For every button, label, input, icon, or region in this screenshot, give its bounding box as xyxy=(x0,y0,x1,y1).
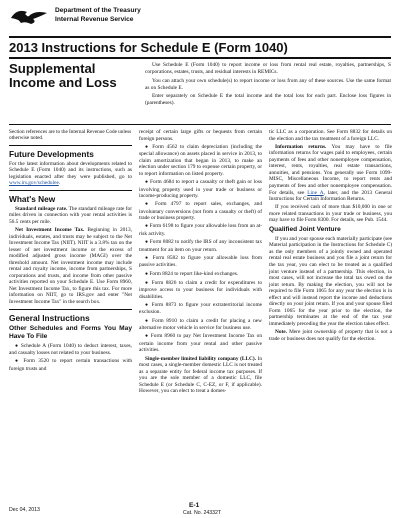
bullet-icon: ● xyxy=(145,318,150,324)
header-rule xyxy=(9,36,391,38)
form-8300-paragraph: If you received cash of more than $10,000 in one or more related transactions in your trade or business, you may have to file Form 8300. For details, see Pub. 1544. xyxy=(269,204,392,224)
title-rule xyxy=(9,57,391,59)
list-item: ● Form 8910 to claim a credit for placing a new alternative motor vehicle in service for business use. xyxy=(139,317,262,332)
page-number: E-1 xyxy=(189,502,200,509)
bullet-icon: ● xyxy=(145,144,150,150)
list-item: ● Form 3520 to report certain transactions with foreign trusts and xyxy=(9,358,132,372)
rule xyxy=(9,145,132,146)
rule xyxy=(9,190,132,191)
column-2 xyxy=(139,129,262,396)
intro-paragraph: Use Schedule E (Form 1040) to report income or loss from rental real estate, royalties, partnerships, S corporations, estates, trusts, and residual interests in REMICs. xyxy=(145,62,391,75)
page-header xyxy=(9,6,391,38)
page-title: 2013 Instructions for Schedule E (Form 1040) xyxy=(9,40,288,55)
page-footer xyxy=(9,504,391,516)
qjv-paragraph: If you and your spouse each materially participate (see Material participation in the Instructions for Schedule C) as the only members of a jointly owned and operated rental real estate business and you file a joint return for the tax year, you can elect to be treated as a qualified joint venture instead of a partnership. This election, in most cases, will not increase the total tax owed on the joint return. By making the election, you will not be required to file Form 1065 for any year the election is in effect and will instead report the income and deductions directly on your joint return. If you and your spouse filed Form 1065 for the year prior to the election, the partnership terminates at the end of the tax year immediately preceding the year the election takes effect. xyxy=(269,235,392,327)
section-references-note: Section references are to the Internal Revenue Code unless otherwise noted. xyxy=(9,129,132,142)
continued-text: tic LLC as a corporation. See Form 8832 for details on the election and the tax treatment of a foreign LLC. xyxy=(269,129,392,142)
list-item: ● Form 8824 to report like-kind exchanges. xyxy=(145,270,239,277)
rule xyxy=(9,309,132,310)
column-1 xyxy=(9,129,132,374)
future-developments-text: For the latest information about developments related to Schedule E (Form 1040) and its instructions, such as legislation enacted after they were published, go to www.irs.gov/schedulee. xyxy=(9,160,132,187)
information-returns-paragraph: Information returns. You may have to file information returns for wages paid to employees, certain payments of fees and other nonemployee compensation, interest, rents, royalties, real estate transactions, annuities, and pensions. You generally use Form 1099-MISC, Miscellaneous Income, to report rents and payments of fees and other nonemployee compensation. For details, see Line A, later, and the 2013 General Instructions for Certain Information Returns. xyxy=(269,143,392,203)
list-item: ● Schedule A (Form 1040) to deduct interest, taxes, and casualty losses not related to your business. xyxy=(9,342,132,357)
bullet-icon: ● xyxy=(145,224,149,230)
heading-other-schedules: Other Schedules and Forms You May Have To File xyxy=(9,324,132,340)
bullet-icon: ● xyxy=(145,302,150,308)
heading-general-instructions: General Instructions xyxy=(9,312,90,323)
bullet-icon: ● xyxy=(145,334,149,340)
intro-paragraph: Enter separately on Schedule E the total income and the total loss for each part. Enclose loss figures in (parentheses). xyxy=(145,93,391,106)
column-3 xyxy=(269,129,392,344)
heading-qualified-joint-venture: Qualified Joint Venture xyxy=(269,225,341,233)
heading-whats-new: What's New xyxy=(9,193,56,204)
list-item: ● Form 8582 to figure your allowable loss from passive activities. xyxy=(139,254,262,269)
niit-paragraph: Net Investment Income Tax. Beginning in 2013, individuals, estates, and trusts may be subject to the Net Investment Income Tax (NIIT). NIIT is a 3.8% tax on the lesser of net investment income or the excess of modified adjusted gross income (MAGI) over the threshold amount. Net investment income may include rental and royalty income, income from partnerships, S corporations and trusts, and income from other passive activities reported on your Schedule E. Use Form 8960, Net Investment Income Tax, to figure this tax. For more information on NIIT, go to IRS.gov and enter "Net Investment Income Tax" in the search box. xyxy=(9,227,133,306)
list-item: ● Form 8826 to claim a credit for expenditures to improve access to your business for individuals with disabilities. xyxy=(139,279,262,300)
intro-text xyxy=(145,62,391,107)
agency-service: Internal Revenue Service xyxy=(55,16,134,23)
bullet-icon: ● xyxy=(145,271,149,277)
note-paragraph: Note. Mere joint ownership of property that is not a trade or business does not qualify for the election. xyxy=(269,329,392,342)
footer-date: Dec 04, 2013 xyxy=(9,507,40,513)
bullet-icon: ● xyxy=(145,202,151,208)
bullet-icon: ● xyxy=(15,343,19,349)
list-item: ● Form 4797 to report sales, exchanges, and involuntary conversions (not from a casualty or theft) of trade or business property. xyxy=(139,201,262,222)
bullet-icon: ● xyxy=(145,240,149,246)
schedule-e-link[interactable]: www.irs.gov/schedulee xyxy=(9,180,59,187)
list-item: ● Form 8960 to pay Net Investment Income Tax on certain income from your rental and other passive activities. xyxy=(139,333,262,354)
heading-future-developments: Future Developments xyxy=(9,148,94,159)
list-item: ● Form 4684 to report a casualty or theft gain or loss involving property used in your trade or business or income-producing property. xyxy=(139,179,262,200)
list-item: ● Form 4562 to claim depreciation (including the special allowance) on assets placed in service in 2013, to claim amortization that began in 2013, to make an election under section 179 to expense certain property, or to report information on listed property. xyxy=(139,143,262,177)
list-item: ● Form 8082 to notify the IRS of any inconsistent tax treatment for an item on your return. xyxy=(139,239,262,253)
continued-text: receipt of certain large gifts or bequests from certain foreign persons. xyxy=(139,129,262,142)
agency-department: Department of the Treasury xyxy=(55,7,141,14)
intro-paragraph: You can attach your own schedule(s) to report income or loss from any of these sources. Use the same format as on Schedule E. xyxy=(145,77,391,91)
supplemental-heading: Supplemental Income and Loss xyxy=(9,61,117,90)
list-item: ● Form 8873 to figure your extraterritorial income exclusion. xyxy=(139,301,262,316)
llc-paragraph: Single-member limited liability company (LLC). In most cases, a single-member domestic LLC is not treated as a separate entity for federal income tax purposes. If you are the sole member of a domestic LLC, file Schedule E (or Schedule C, C-EZ, or F, if applicable). However, you can elect to treat a domes- xyxy=(139,355,262,395)
bullet-icon: ● xyxy=(145,255,150,261)
bullet-icon: ● xyxy=(145,280,150,286)
list-item: ● Form 6198 to figure your allowable loss from an at-risk activity. xyxy=(139,223,262,238)
section-rule xyxy=(9,124,391,125)
bullet-icon: ● xyxy=(145,180,149,186)
irs-eagle-logo-icon xyxy=(9,6,49,26)
bullet-icon: ● xyxy=(15,359,21,365)
catalog-number: Cat. No. 24332T xyxy=(183,510,222,516)
line-a-link[interactable]: Line A xyxy=(307,189,324,196)
mileage-paragraph: Standard mileage rate. The standard mileage rate for miles driven in connection with your rental activities is 56.5 cents per mile. xyxy=(9,205,132,225)
